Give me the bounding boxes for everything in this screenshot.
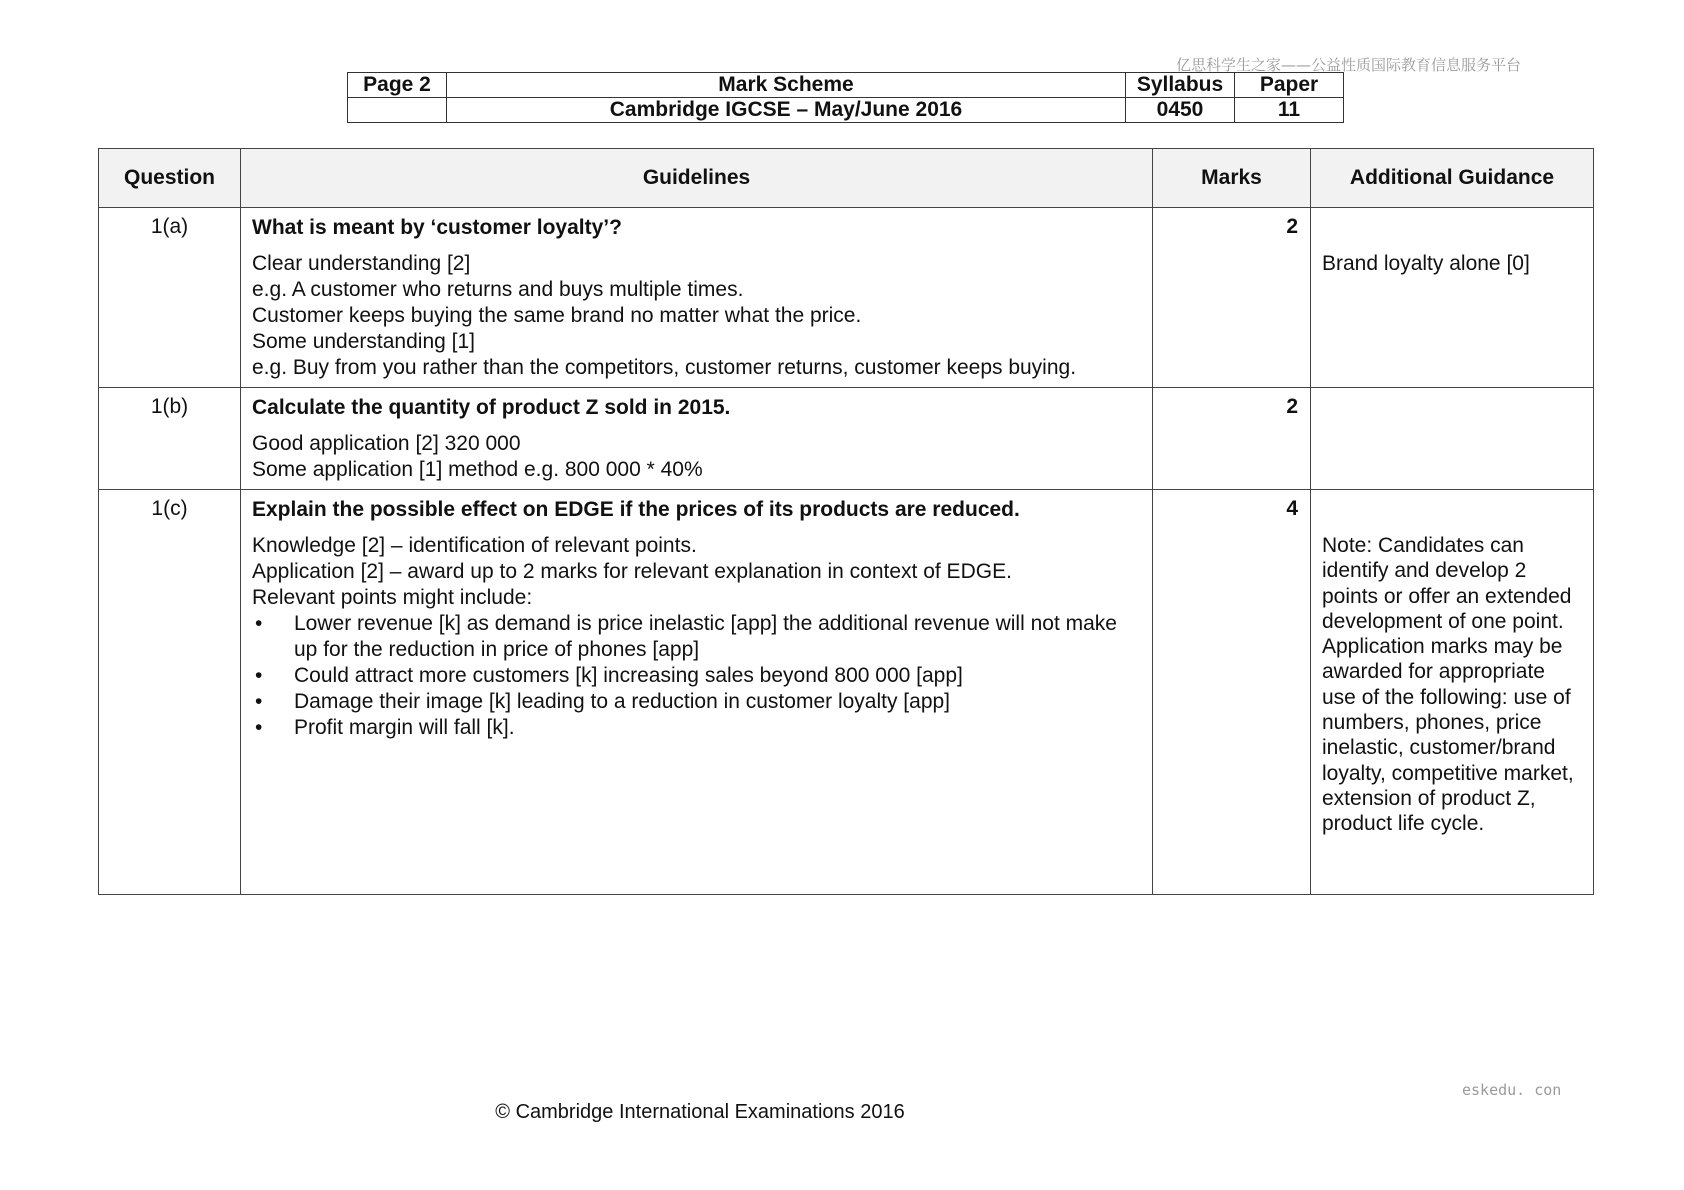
table-row	[99, 388, 1594, 490]
watermark-top-text: 亿思科学生之家——公益性质国际教育信息服务平台	[1176, 56, 1522, 74]
guideline-line: Clear understanding [2]	[252, 252, 471, 275]
marks-value: 2	[1153, 388, 1311, 490]
guideline-line: Some understanding [1]	[252, 330, 475, 353]
relevant-points-list	[252, 611, 1142, 741]
document-title: Mark Scheme	[447, 73, 1126, 98]
paper-label: Paper	[1235, 73, 1344, 98]
list-item	[252, 689, 1142, 715]
guideline-line: Some application [1] method e.g. 800 000 * 40%	[252, 458, 703, 481]
list-item-text: Profit margin will fall [k].	[294, 716, 515, 739]
page-number: Page 2	[348, 73, 447, 98]
list-item	[252, 715, 1142, 741]
guidelines-cell	[241, 490, 1153, 895]
bullet-icon: •	[255, 690, 263, 713]
marks-value: 4	[1153, 490, 1311, 895]
bullet-icon: •	[255, 664, 263, 687]
document-subtitle: Cambridge IGCSE – May/June 2016	[447, 98, 1126, 123]
table-row	[99, 208, 1594, 388]
additional-guidance-cell	[1311, 208, 1594, 388]
question-title: Explain the possible effect on EDGE if the prices of its products are reduced.	[252, 498, 1020, 521]
paper-number: 11	[1235, 98, 1344, 123]
guideline-line: Application [2] – award up to 2 marks for relevant explanation in context of EDGE.	[252, 560, 1012, 583]
guideline-line: Customer keeps buying the same brand no matter what the price.	[252, 304, 862, 327]
guidelines-cell	[241, 208, 1153, 388]
table-header-row	[99, 149, 1594, 208]
guideline-line: Knowledge [2] – identification of relevant points.	[252, 534, 697, 557]
bullet-icon: •	[255, 716, 263, 739]
bullet-icon: •	[255, 612, 263, 635]
watermark-bottom-text: eskedu. con	[1462, 1081, 1562, 1099]
guideline-line: e.g. Buy from you rather than the competitors, customer returns, customer keeps buying.	[252, 356, 1077, 379]
marks-value: 2	[1153, 208, 1311, 388]
additional-guidance-text: Note: Candidates can identify and develop 2 points or offer an extended development of one point. Application marks may be awarded for appropriate use of the following: use of numbers, phones, price inelastic, customer/brand loyalty, competitive market, extension of product Z, product life cycle.	[1322, 534, 1574, 836]
additional-guidance-cell	[1311, 490, 1594, 895]
additional-guidance-cell	[1311, 388, 1594, 490]
table-row	[99, 490, 1594, 895]
question-title: Calculate the quantity of product Z sold in 2015.	[252, 396, 731, 419]
question-number: 1(a)	[99, 208, 241, 388]
question-number: 1(c)	[99, 490, 241, 895]
list-item	[252, 663, 1142, 689]
list-item-text: Could attract more customers [k] increasing sales beyond 800 000 [app]	[294, 664, 963, 687]
header-table	[347, 72, 1344, 123]
column-header-guidelines: Guidelines	[241, 149, 1153, 208]
copyright-footer: © Cambridge International Examinations 2016	[495, 1101, 905, 1123]
mark-scheme-table	[98, 148, 1594, 895]
question-title: What is meant by ‘customer loyalty’?	[252, 216, 622, 239]
column-header-question: Question	[99, 149, 241, 208]
list-item	[252, 611, 1142, 663]
column-header-marks: Marks	[1153, 149, 1311, 208]
page-number-empty	[348, 98, 447, 123]
guideline-line: e.g. A customer who returns and buys multiple times.	[252, 278, 744, 301]
column-header-additional-guidance: Additional Guidance	[1311, 149, 1594, 208]
syllabus-label: Syllabus	[1126, 73, 1235, 98]
list-item-text: Lower revenue [k] as demand is price inelastic [app] the additional revenue will not make up for the reduction in price of phones [app]	[294, 612, 1117, 661]
syllabus-code: 0450	[1126, 98, 1235, 123]
additional-guidance-text: Brand loyalty alone [0]	[1322, 252, 1530, 275]
list-item-text: Damage their image [k] leading to a reduction in customer loyalty [app]	[294, 690, 951, 713]
guidelines-cell	[241, 388, 1153, 490]
guideline-line: Relevant points might include:	[252, 586, 533, 609]
guideline-line: Good application [2] 320 000	[252, 432, 521, 455]
question-number: 1(b)	[99, 388, 241, 490]
